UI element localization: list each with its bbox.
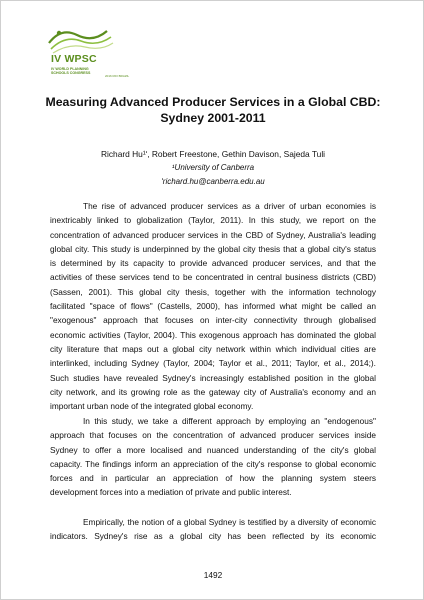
paragraph-1 (50, 199, 376, 413)
affiliation: ¹University of Canberra (171, 163, 255, 172)
paragraph-line: indicators. Sydney's rise as a global city has been reflected by its economic (50, 531, 376, 542)
paragraph-line: economic activities (Taylor, 2004). This exogenous approach has dominated the global (50, 329, 376, 340)
paragraph-2 (50, 414, 376, 500)
paragraph-line: global city. This study is underpinned by the global city thesis that a global city's status (50, 243, 376, 254)
paper-title-line2: Sydney 2001-2011 (160, 111, 266, 125)
logo-subtitle-line2: SCHOOLS CONGRESS (51, 71, 91, 75)
paragraph-line: capacity. The findings inform an appreciation of the city's response to global economic (50, 458, 376, 469)
paragraph-line: activities of these services tend to be concentrated in central business districts (CBD) (50, 272, 376, 283)
paragraph-line: In this study, we take a different approach by employing an "endogenous" (83, 416, 376, 426)
paragraph-line: concentration of advanced producer services in the CBD of Sydney, Australia's leading (50, 229, 376, 240)
paragraph-line: interlinked, including Sydney (Taylor, 2004; Taylor et al., 2011; Taylor, et al., 2014;). (50, 358, 376, 369)
paragraph-line: inextricably linked to globalization (Taylor, 2011). In this study, we report on the (50, 215, 376, 226)
logo-wave-icon (47, 23, 117, 55)
logo-subtitle-line1: IV WORLD PLANNING (51, 67, 89, 71)
paragraph-line: "exogenous" approach that focuses on inter-city connectivity through globalised (50, 315, 376, 326)
page-number: 1492 (203, 570, 223, 580)
congress-logo (47, 23, 167, 79)
logo-tagline: 2016 RIO BRAZIL (105, 74, 130, 78)
paragraph-line: is determined by its capacity to provide advanced producer services, and that the (50, 258, 376, 269)
paragraph-line: city literature that maps out a global city network within which individual cities are (50, 343, 376, 354)
paragraph-line: Such studies have revealed Sydney's increasingly established position in the global (50, 372, 376, 383)
paragraph-line: approach that focuses on the concentration of advanced producer services inside (50, 430, 376, 441)
paragraph-line: forces and in particular an appreciation of how the planning system steers (50, 473, 376, 484)
paragraph-line: facilitated "space of flows" (Castells, 2000), has informed what might be called an (50, 301, 376, 312)
paragraph-line: Empirically, the notion of a global Sydney is testified by a diversity of economic (83, 517, 376, 527)
paragraph-line: Sydney to offer a more localised and nuanced understanding of the city's global (50, 444, 376, 455)
paragraph-line: (Sassen, 2001). This global city thesis, together with the information technology (50, 286, 376, 297)
author-email: ʹrichard.hu@canberra.edu.au (161, 177, 265, 186)
paragraph-3 (50, 515, 376, 544)
paper-title-line1: Measuring Advanced Producer Services in a Global CBD: (45, 95, 381, 109)
paragraph-line: development forces into a mediation of private and public interest. (50, 487, 292, 498)
paragraph-line: important urban node of the integrated global economy. (50, 401, 254, 412)
logo-title: IV WPSC (51, 53, 97, 65)
paragraph-line: city network, and its growing role as the gateway city of Australia's economy and an (50, 386, 376, 397)
logo-subtitle (51, 67, 90, 75)
paragraph-line: The rise of advanced producer services as a driver of urban economies is (83, 201, 376, 211)
author-list: Richard Hu¹ʹ, Robert Freestone, Gethin Davison, Sajeda Tuli (100, 149, 326, 159)
